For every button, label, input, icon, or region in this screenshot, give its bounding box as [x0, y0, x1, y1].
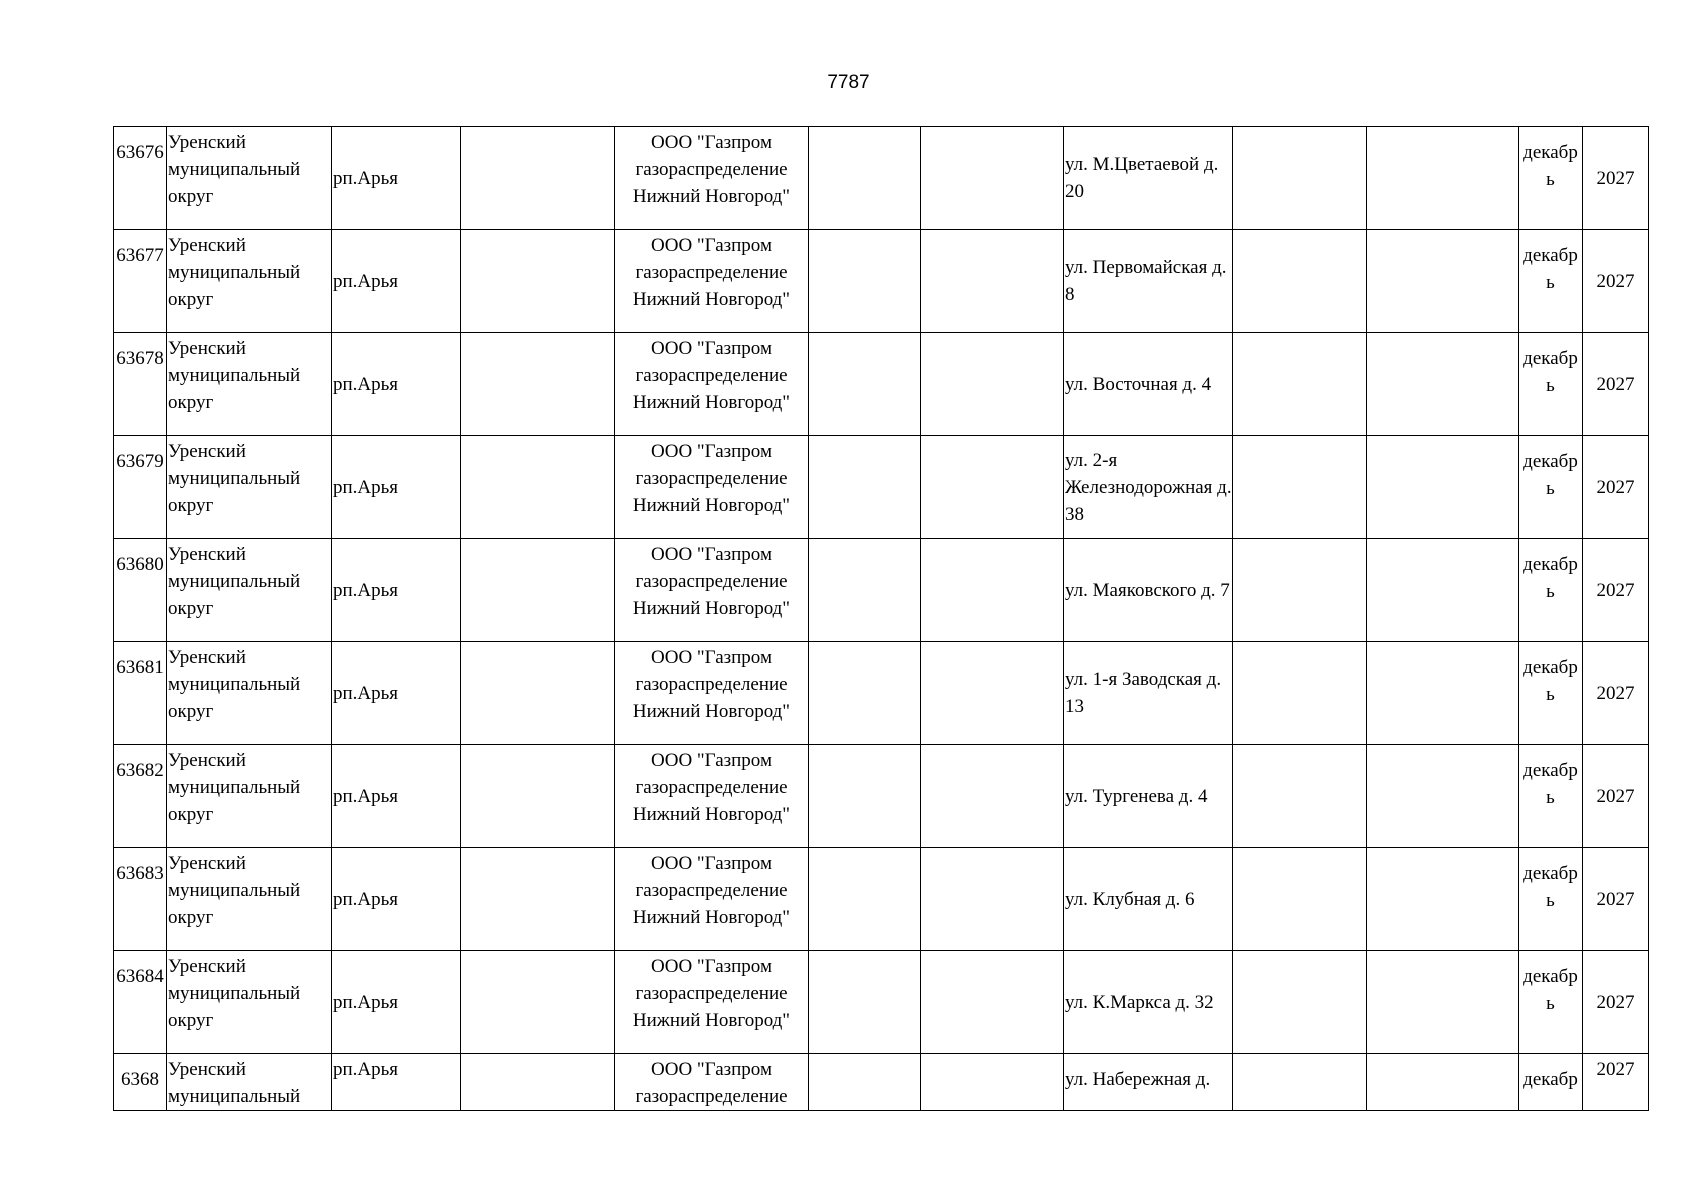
organization-cell: ООО "Газпром газораспределение	[615, 1054, 809, 1111]
empty-cell	[1367, 848, 1519, 951]
district-cell: Уренский муниципальный округ	[167, 848, 332, 951]
year-cell: 2027	[1583, 230, 1649, 333]
district-cell: Уренский муниципальный округ	[167, 951, 332, 1054]
month-cell: декабрь	[1519, 230, 1583, 333]
empty-cell	[461, 127, 615, 230]
empty-cell	[921, 745, 1064, 848]
empty-cell	[1233, 1054, 1367, 1111]
organization-cell: ООО "Газпром газораспределение Нижний Новгород"	[615, 848, 809, 951]
empty-cell	[1233, 848, 1367, 951]
empty-cell	[1367, 436, 1519, 539]
organization-cell: ООО "Газпром газораспределение Нижний Новгород"	[615, 436, 809, 539]
year-cell: 2027	[1583, 127, 1649, 230]
empty-cell	[461, 230, 615, 333]
empty-cell	[921, 127, 1064, 230]
empty-cell	[1233, 127, 1367, 230]
address-cell: ул. Набережная д.	[1064, 1054, 1233, 1111]
row-number: 6368	[114, 1054, 167, 1111]
year-cell: 2027	[1583, 642, 1649, 745]
organization-cell: ООО "Газпром газораспределение Нижний Новгород"	[615, 951, 809, 1054]
table-row	[114, 230, 1649, 333]
month-cell: декабр	[1519, 1054, 1583, 1111]
gasification-table	[113, 126, 1649, 1111]
empty-cell	[1367, 333, 1519, 436]
settlement-cell: рп.Арья	[332, 745, 461, 848]
row-number: 63677	[114, 230, 167, 333]
address-cell: ул. К.Маркса д. 32	[1064, 951, 1233, 1054]
organization-cell: ООО "Газпром газораспределение Нижний Новгород"	[615, 333, 809, 436]
table-row	[114, 436, 1649, 539]
year-cell: 2027	[1583, 436, 1649, 539]
month-cell: декабрь	[1519, 539, 1583, 642]
page-number: 7787	[827, 72, 870, 93]
month-cell: декабрь	[1519, 127, 1583, 230]
empty-cell	[1233, 230, 1367, 333]
empty-cell	[461, 642, 615, 745]
settlement-cell: рп.Арья	[332, 230, 461, 333]
empty-cell	[1367, 539, 1519, 642]
district-cell: Уренский муниципальный	[167, 1054, 332, 1111]
month-cell: декабрь	[1519, 333, 1583, 436]
organization-cell: ООО "Газпром газораспределение Нижний Новгород"	[615, 539, 809, 642]
table-row	[114, 539, 1649, 642]
table-row-partial	[114, 1054, 1649, 1111]
year-cell: 2027	[1583, 1054, 1649, 1111]
settlement-cell: рп.Арья	[332, 848, 461, 951]
empty-cell	[1233, 539, 1367, 642]
row-number: 63683	[114, 848, 167, 951]
settlement-cell: рп.Арья	[332, 1054, 461, 1111]
empty-cell	[1233, 745, 1367, 848]
empty-cell	[1233, 642, 1367, 745]
row-number: 63679	[114, 436, 167, 539]
district-cell: Уренский муниципальный округ	[167, 230, 332, 333]
district-cell: Уренский муниципальный округ	[167, 127, 332, 230]
empty-cell	[1367, 745, 1519, 848]
empty-cell	[1367, 1054, 1519, 1111]
district-cell: Уренский муниципальный округ	[167, 436, 332, 539]
empty-cell	[461, 951, 615, 1054]
empty-cell	[461, 539, 615, 642]
empty-cell	[1367, 230, 1519, 333]
settlement-cell: рп.Арья	[332, 333, 461, 436]
empty-cell	[809, 127, 921, 230]
year-cell: 2027	[1583, 333, 1649, 436]
empty-cell	[1367, 951, 1519, 1054]
empty-cell	[809, 745, 921, 848]
table-row	[114, 127, 1649, 230]
address-cell: ул. Тургенева д. 4	[1064, 745, 1233, 848]
table-row	[114, 951, 1649, 1054]
year-cell: 2027	[1583, 539, 1649, 642]
address-cell: ул. М.Цветаевой д. 20	[1064, 127, 1233, 230]
empty-cell	[1233, 333, 1367, 436]
year-cell: 2027	[1583, 745, 1649, 848]
table-row	[114, 848, 1649, 951]
address-cell: ул. 2-я Железнодорожная д. 38	[1064, 436, 1233, 539]
month-cell: декабрь	[1519, 642, 1583, 745]
row-number: 63680	[114, 539, 167, 642]
year-cell: 2027	[1583, 848, 1649, 951]
table-row	[114, 333, 1649, 436]
table-row	[114, 642, 1649, 745]
empty-cell	[809, 951, 921, 1054]
row-number: 63678	[114, 333, 167, 436]
empty-cell	[921, 230, 1064, 333]
empty-cell	[809, 642, 921, 745]
settlement-cell: рп.Арья	[332, 127, 461, 230]
empty-cell	[921, 848, 1064, 951]
empty-cell	[809, 848, 921, 951]
empty-cell	[809, 230, 921, 333]
empty-cell	[921, 1054, 1064, 1111]
organization-cell: ООО "Газпром газораспределение Нижний Новгород"	[615, 230, 809, 333]
empty-cell	[809, 1054, 921, 1111]
row-number: 63684	[114, 951, 167, 1054]
row-number: 63681	[114, 642, 167, 745]
district-cell: Уренский муниципальный округ	[167, 333, 332, 436]
empty-cell	[921, 436, 1064, 539]
month-cell: декабрь	[1519, 436, 1583, 539]
organization-cell: ООО "Газпром газораспределение Нижний Новгород"	[615, 127, 809, 230]
empty-cell	[921, 951, 1064, 1054]
address-cell: ул. Маяковского д. 7	[1064, 539, 1233, 642]
district-cell: Уренский муниципальный округ	[167, 642, 332, 745]
address-cell: ул. 1-я Заводская д. 13	[1064, 642, 1233, 745]
address-cell: ул. Восточная д. 4	[1064, 333, 1233, 436]
settlement-cell: рп.Арья	[332, 951, 461, 1054]
settlement-cell: рп.Арья	[332, 436, 461, 539]
empty-cell	[809, 436, 921, 539]
empty-cell	[809, 539, 921, 642]
empty-cell	[461, 1054, 615, 1111]
empty-cell	[921, 642, 1064, 745]
organization-cell: ООО "Газпром газораспределение Нижний Новгород"	[615, 745, 809, 848]
month-cell: декабрь	[1519, 745, 1583, 848]
empty-cell	[1367, 642, 1519, 745]
district-cell: Уренский муниципальный округ	[167, 745, 332, 848]
empty-cell	[1233, 436, 1367, 539]
address-cell: ул. Первомайская д. 8	[1064, 230, 1233, 333]
empty-cell	[461, 745, 615, 848]
district-cell: Уренский муниципальный округ	[167, 539, 332, 642]
empty-cell	[921, 539, 1064, 642]
empty-cell	[461, 436, 615, 539]
empty-cell	[1367, 127, 1519, 230]
empty-cell	[1233, 951, 1367, 1054]
table-body	[114, 127, 1649, 1111]
month-cell: декабрь	[1519, 951, 1583, 1054]
empty-cell	[461, 333, 615, 436]
empty-cell	[921, 333, 1064, 436]
table-row	[114, 745, 1649, 848]
organization-cell: ООО "Газпром газораспределение Нижний Новгород"	[615, 642, 809, 745]
month-cell: декабрь	[1519, 848, 1583, 951]
row-number: 63682	[114, 745, 167, 848]
row-number: 63676	[114, 127, 167, 230]
year-cell: 2027	[1583, 951, 1649, 1054]
address-cell: ул. Клубная д. 6	[1064, 848, 1233, 951]
empty-cell	[809, 333, 921, 436]
settlement-cell: рп.Арья	[332, 539, 461, 642]
settlement-cell: рп.Арья	[332, 642, 461, 745]
empty-cell	[461, 848, 615, 951]
